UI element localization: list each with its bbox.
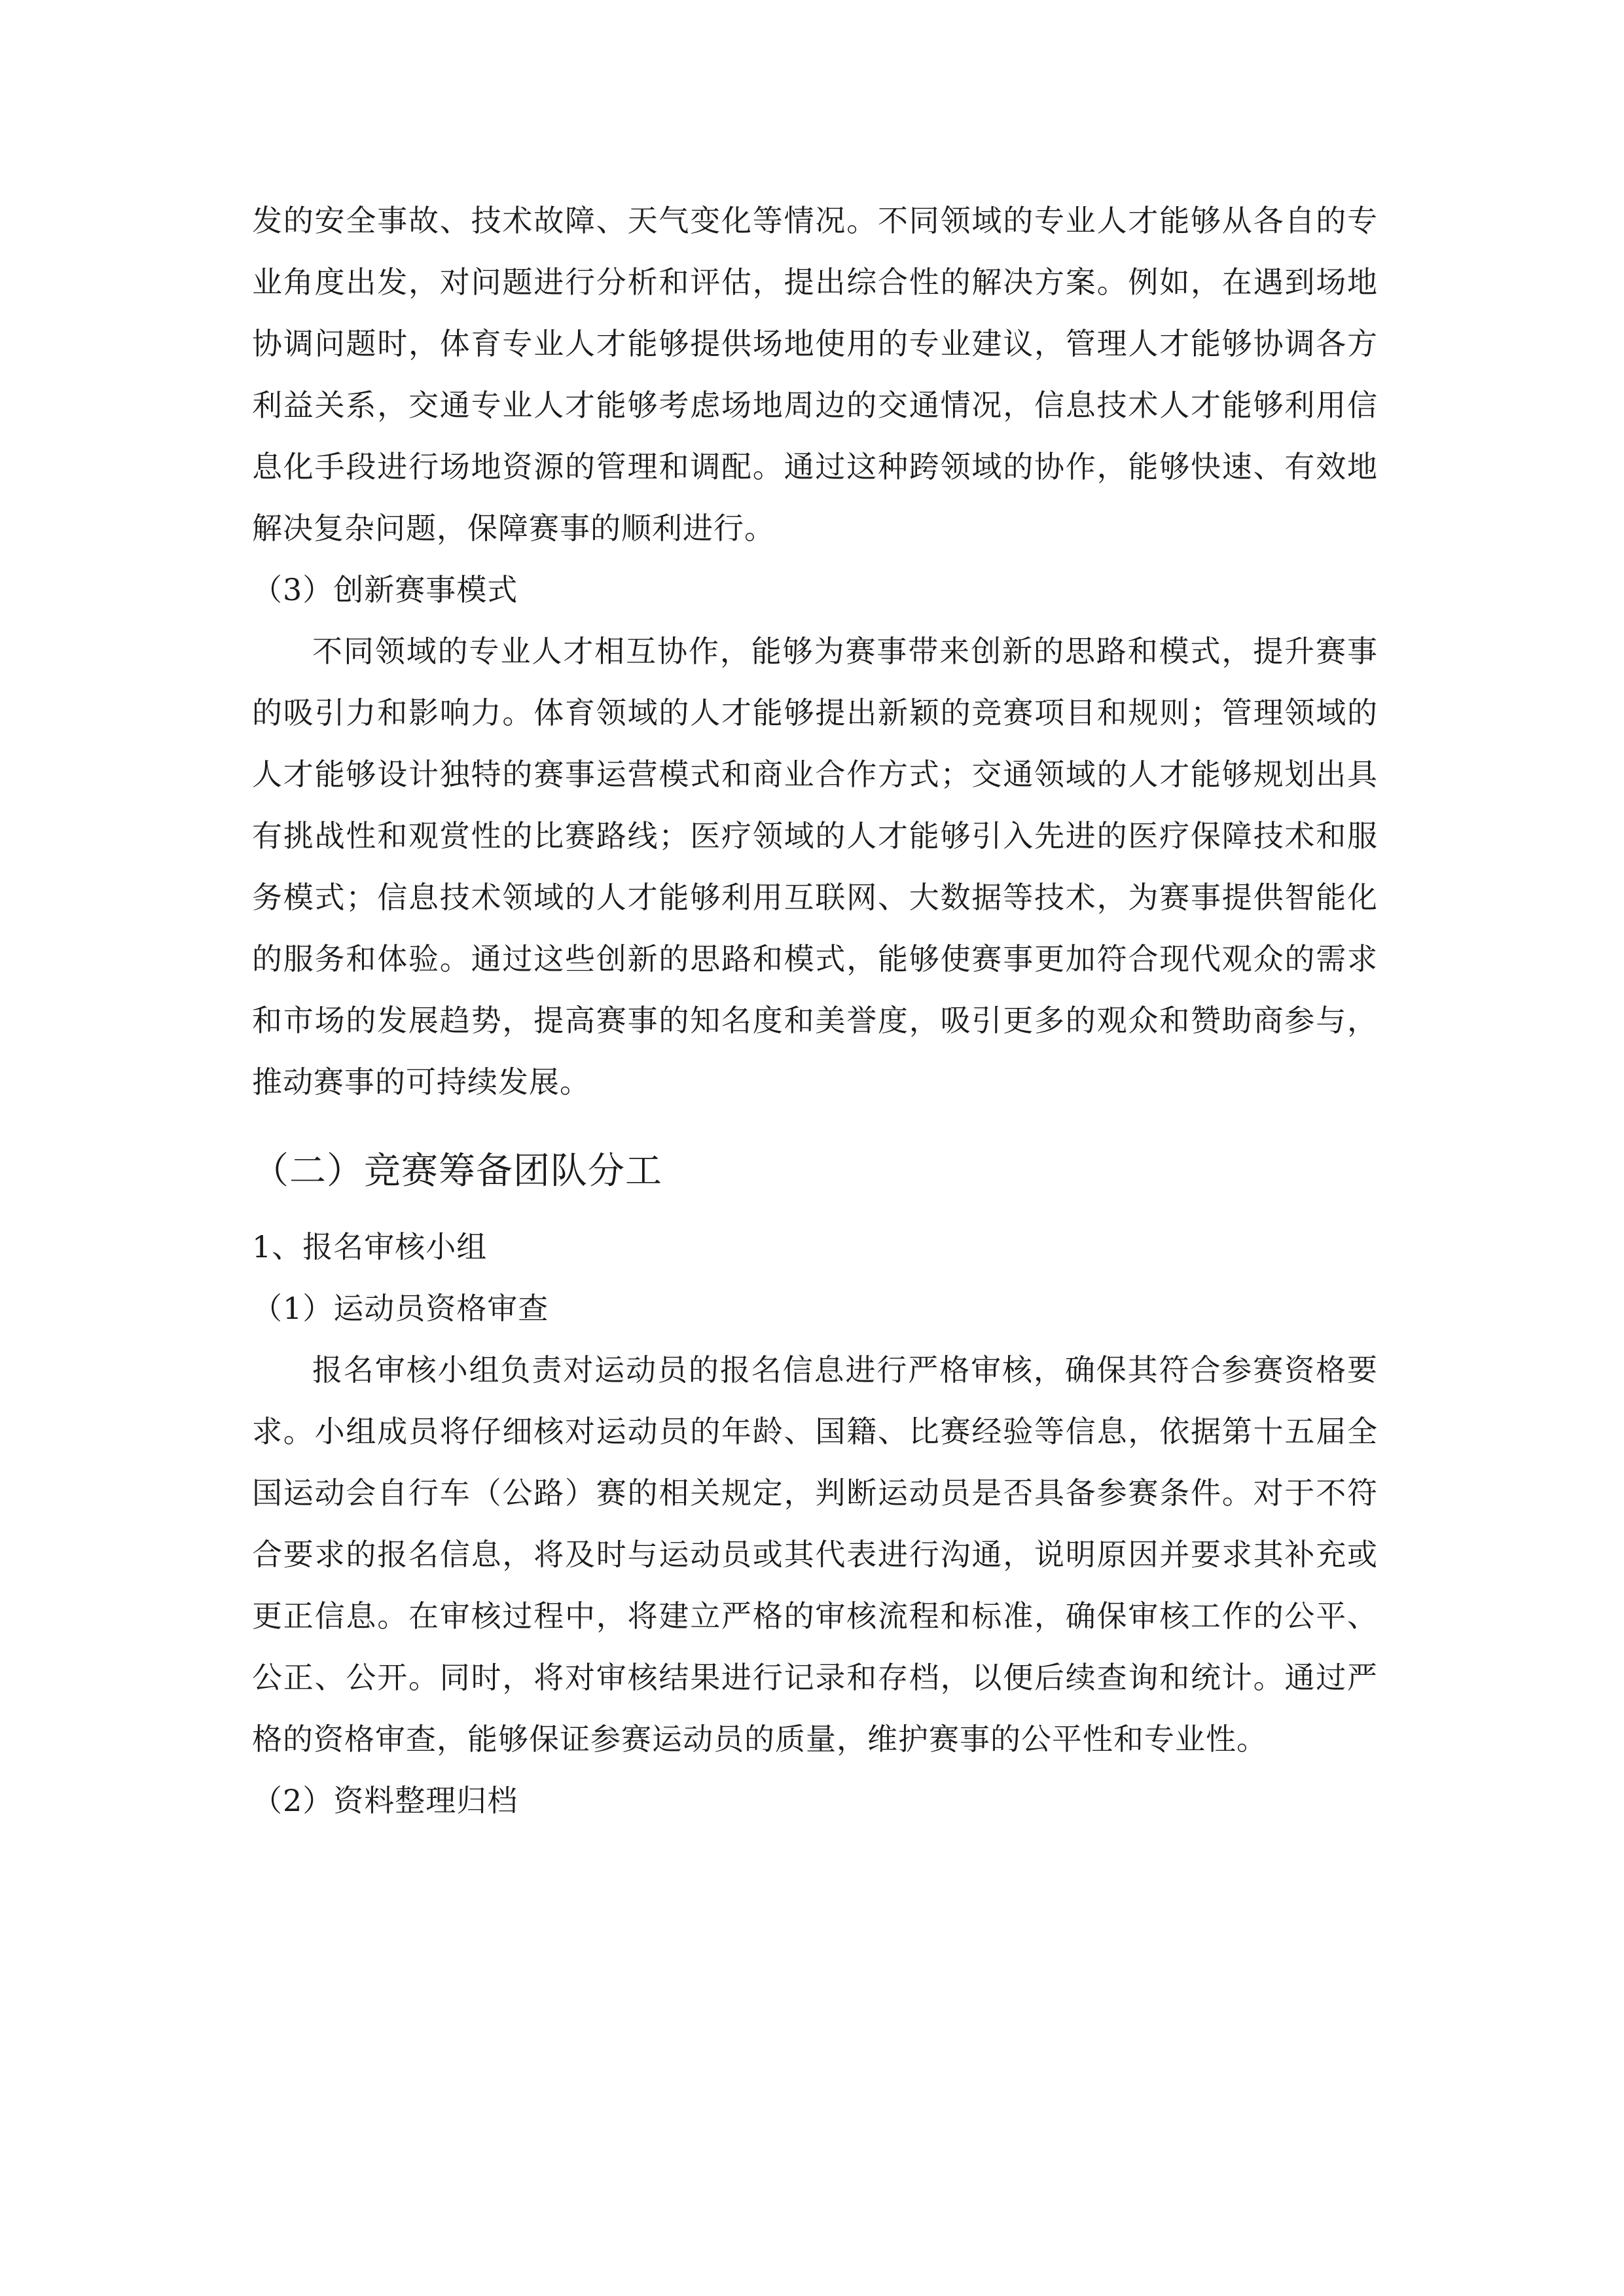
subheading-archiving: （2）资料整理归档 bbox=[252, 1783, 518, 1818]
subheading-eligibility: （1）运动员资格审查 bbox=[252, 1291, 549, 1326]
document-body bbox=[252, 190, 1378, 1831]
paragraph-innovation: 不同领域的专业人才相互协作，能够为赛事带来创新的思路和模式，提升赛事的吸引力和影响力。体育领域的人才能够提出新颖的竞赛项目和规则；管理领域的人才能够设计独特的赛事运营模式和商业合作方式；交通领域的人才能够规划出具有挑战性和观赏性的比赛路线；医疗领域的人才能够引入先进的医疗保障技术和服务模式；信息技术领域的人才能够利用互联网、大数据等技术，为赛事提供智能化的服务和体验。通过这些创新的思路和模式，能够使赛事更加符合现代观众的需求和市场的发展趋势，提高赛事的知名度和美誉度，吸引更多的观众和赞助商参与，推动赛事的可持续发展。 bbox=[252, 634, 1378, 1100]
group-title: 1、报名审核小组 bbox=[252, 1229, 488, 1265]
paragraph-eligibility: 报名审核小组负责对运动员的报名信息进行严格审核，确保其符合参赛资格要求。小组成员将仔细核对运动员的年龄、国籍、比赛经验等信息，依据第十五届全国运动会自行车（公路）赛的相关规定，判断运动员是否具备参赛条件。对于不符合要求的报名信息，将及时与运动员或其代表进行沟通，说明原因并要求其补充或更正信息。在审核过程中，将建立严格的审核流程和标准，确保审核工作的公平、公正、公开。同时，将对审核结果进行记录和存档，以便后续查询和统计。通过严格的资格审查，能够保证参赛运动员的质量，维护赛事的公平性和专业性。 bbox=[252, 1352, 1378, 1757]
subheading-innovation: （3）创新赛事模式 bbox=[252, 572, 518, 607]
paragraph-continued: 发的安全事故、技术故障、天气变化等情况。不同领域的专业人才能够从各自的专业角度出发，对问题进行分析和评估，提出综合性的解决方案。例如，在遇到场地协调问题时，体育专业人才能够提供场地使用的专业建议，管理人才能够协调各方利益关系，交通专业人才能够考虑场地周边的交通情况，信息技术人才能够利用信息化手段进行场地资源的管理和调配。通过这种跨领域的协作，能够快速、有效地解决复杂问题，保障赛事的顺利进行。 bbox=[252, 203, 1378, 546]
section-title: （二）竞赛筹备团队分工 bbox=[252, 1150, 662, 1193]
